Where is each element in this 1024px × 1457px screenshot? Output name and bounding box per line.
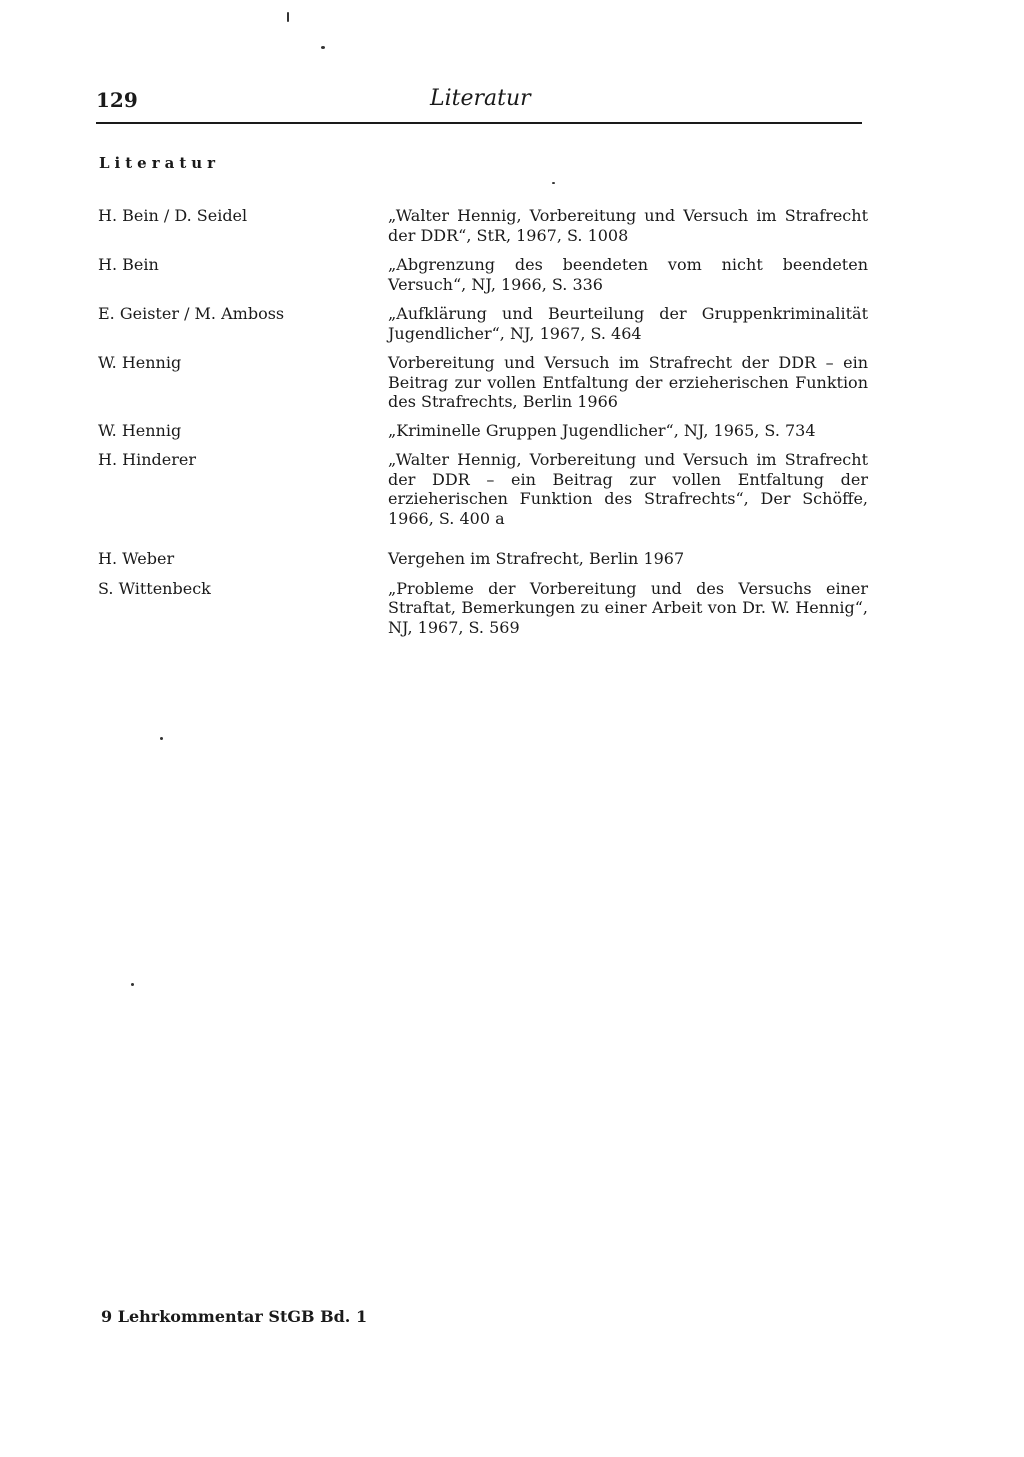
reference-entry bbox=[98, 421, 868, 441]
reference-author: H. Bein / D. Seidel bbox=[98, 206, 248, 225]
reference-title: Vergehen im Strafrecht, Berlin 1967 bbox=[388, 549, 685, 568]
reference-entry bbox=[98, 304, 868, 343]
section-title: Literatur bbox=[99, 154, 221, 172]
reference-author: E. Geister / M. Amboss bbox=[98, 304, 285, 323]
reference-author: W. Hennig bbox=[98, 420, 182, 440]
reference-author: W. Hennig bbox=[98, 353, 182, 372]
page-header bbox=[96, 86, 862, 120]
running-head: Literatur bbox=[430, 86, 531, 111]
reference-title: „Probleme der Vorbereitung und des Versuchs einer Straftat, Bemerkungen zu einer Arbeit von Dr. W. Hennig“, NJ, 1967, S. 569 bbox=[388, 578, 868, 637]
reference-title: „Kriminelle Gruppen Jugendlicher“, NJ, 1965, S. 734 bbox=[388, 420, 816, 440]
header-rule bbox=[96, 122, 862, 124]
page-footer: 9 Lehrkommentar StGB Bd. 1 bbox=[101, 1307, 368, 1326]
reference-title: „Abgrenzung des beendeten vom nicht beendeten Versuch“, NJ, 1966, S. 336 bbox=[388, 255, 868, 294]
page-number: 129 bbox=[96, 88, 138, 112]
scan-speck bbox=[160, 737, 163, 740]
scan-speck bbox=[131, 983, 134, 986]
reference-entry bbox=[98, 353, 868, 412]
reference-title: „Walter Hennig, Vorbereitung und Versuch im Strafrecht der DDR – ein Beitrag zur vollen Entfaltung der erzieherischen Funktion des Strafrechts“, Der Schöffe, 1966, S. 400 a bbox=[388, 450, 868, 528]
reference-title: „Walter Hennig, Vorbereitung und Versuch im Strafrecht der DDR“, StR, 1967, S. 1008 bbox=[388, 206, 868, 245]
reference-entry bbox=[98, 579, 868, 638]
scan-speck bbox=[552, 182, 555, 184]
reference-author: S. Wittenbeck bbox=[98, 578, 211, 598]
scan-speck bbox=[321, 46, 325, 49]
reference-title: „Aufklärung und Beurteilung der Gruppenkriminalität Jugendlicher“, NJ, 1967, S. 464 bbox=[388, 304, 868, 343]
reference-entry bbox=[98, 549, 868, 569]
scan-speck bbox=[287, 12, 289, 22]
reference-list bbox=[98, 206, 868, 637]
reference-entry bbox=[98, 255, 868, 294]
reference-author: H. Hinderer bbox=[98, 450, 196, 469]
reference-author: H. Bein bbox=[98, 255, 159, 274]
reference-entry bbox=[98, 450, 868, 528]
reference-entry bbox=[98, 206, 868, 245]
reference-title: Vorbereitung und Versuch im Strafrecht der DDR – ein Beitrag zur vollen Entfaltung der erzieherischen Funktion des Strafrechts, Berlin 1966 bbox=[388, 353, 868, 411]
reference-author: H. Weber bbox=[98, 549, 175, 568]
